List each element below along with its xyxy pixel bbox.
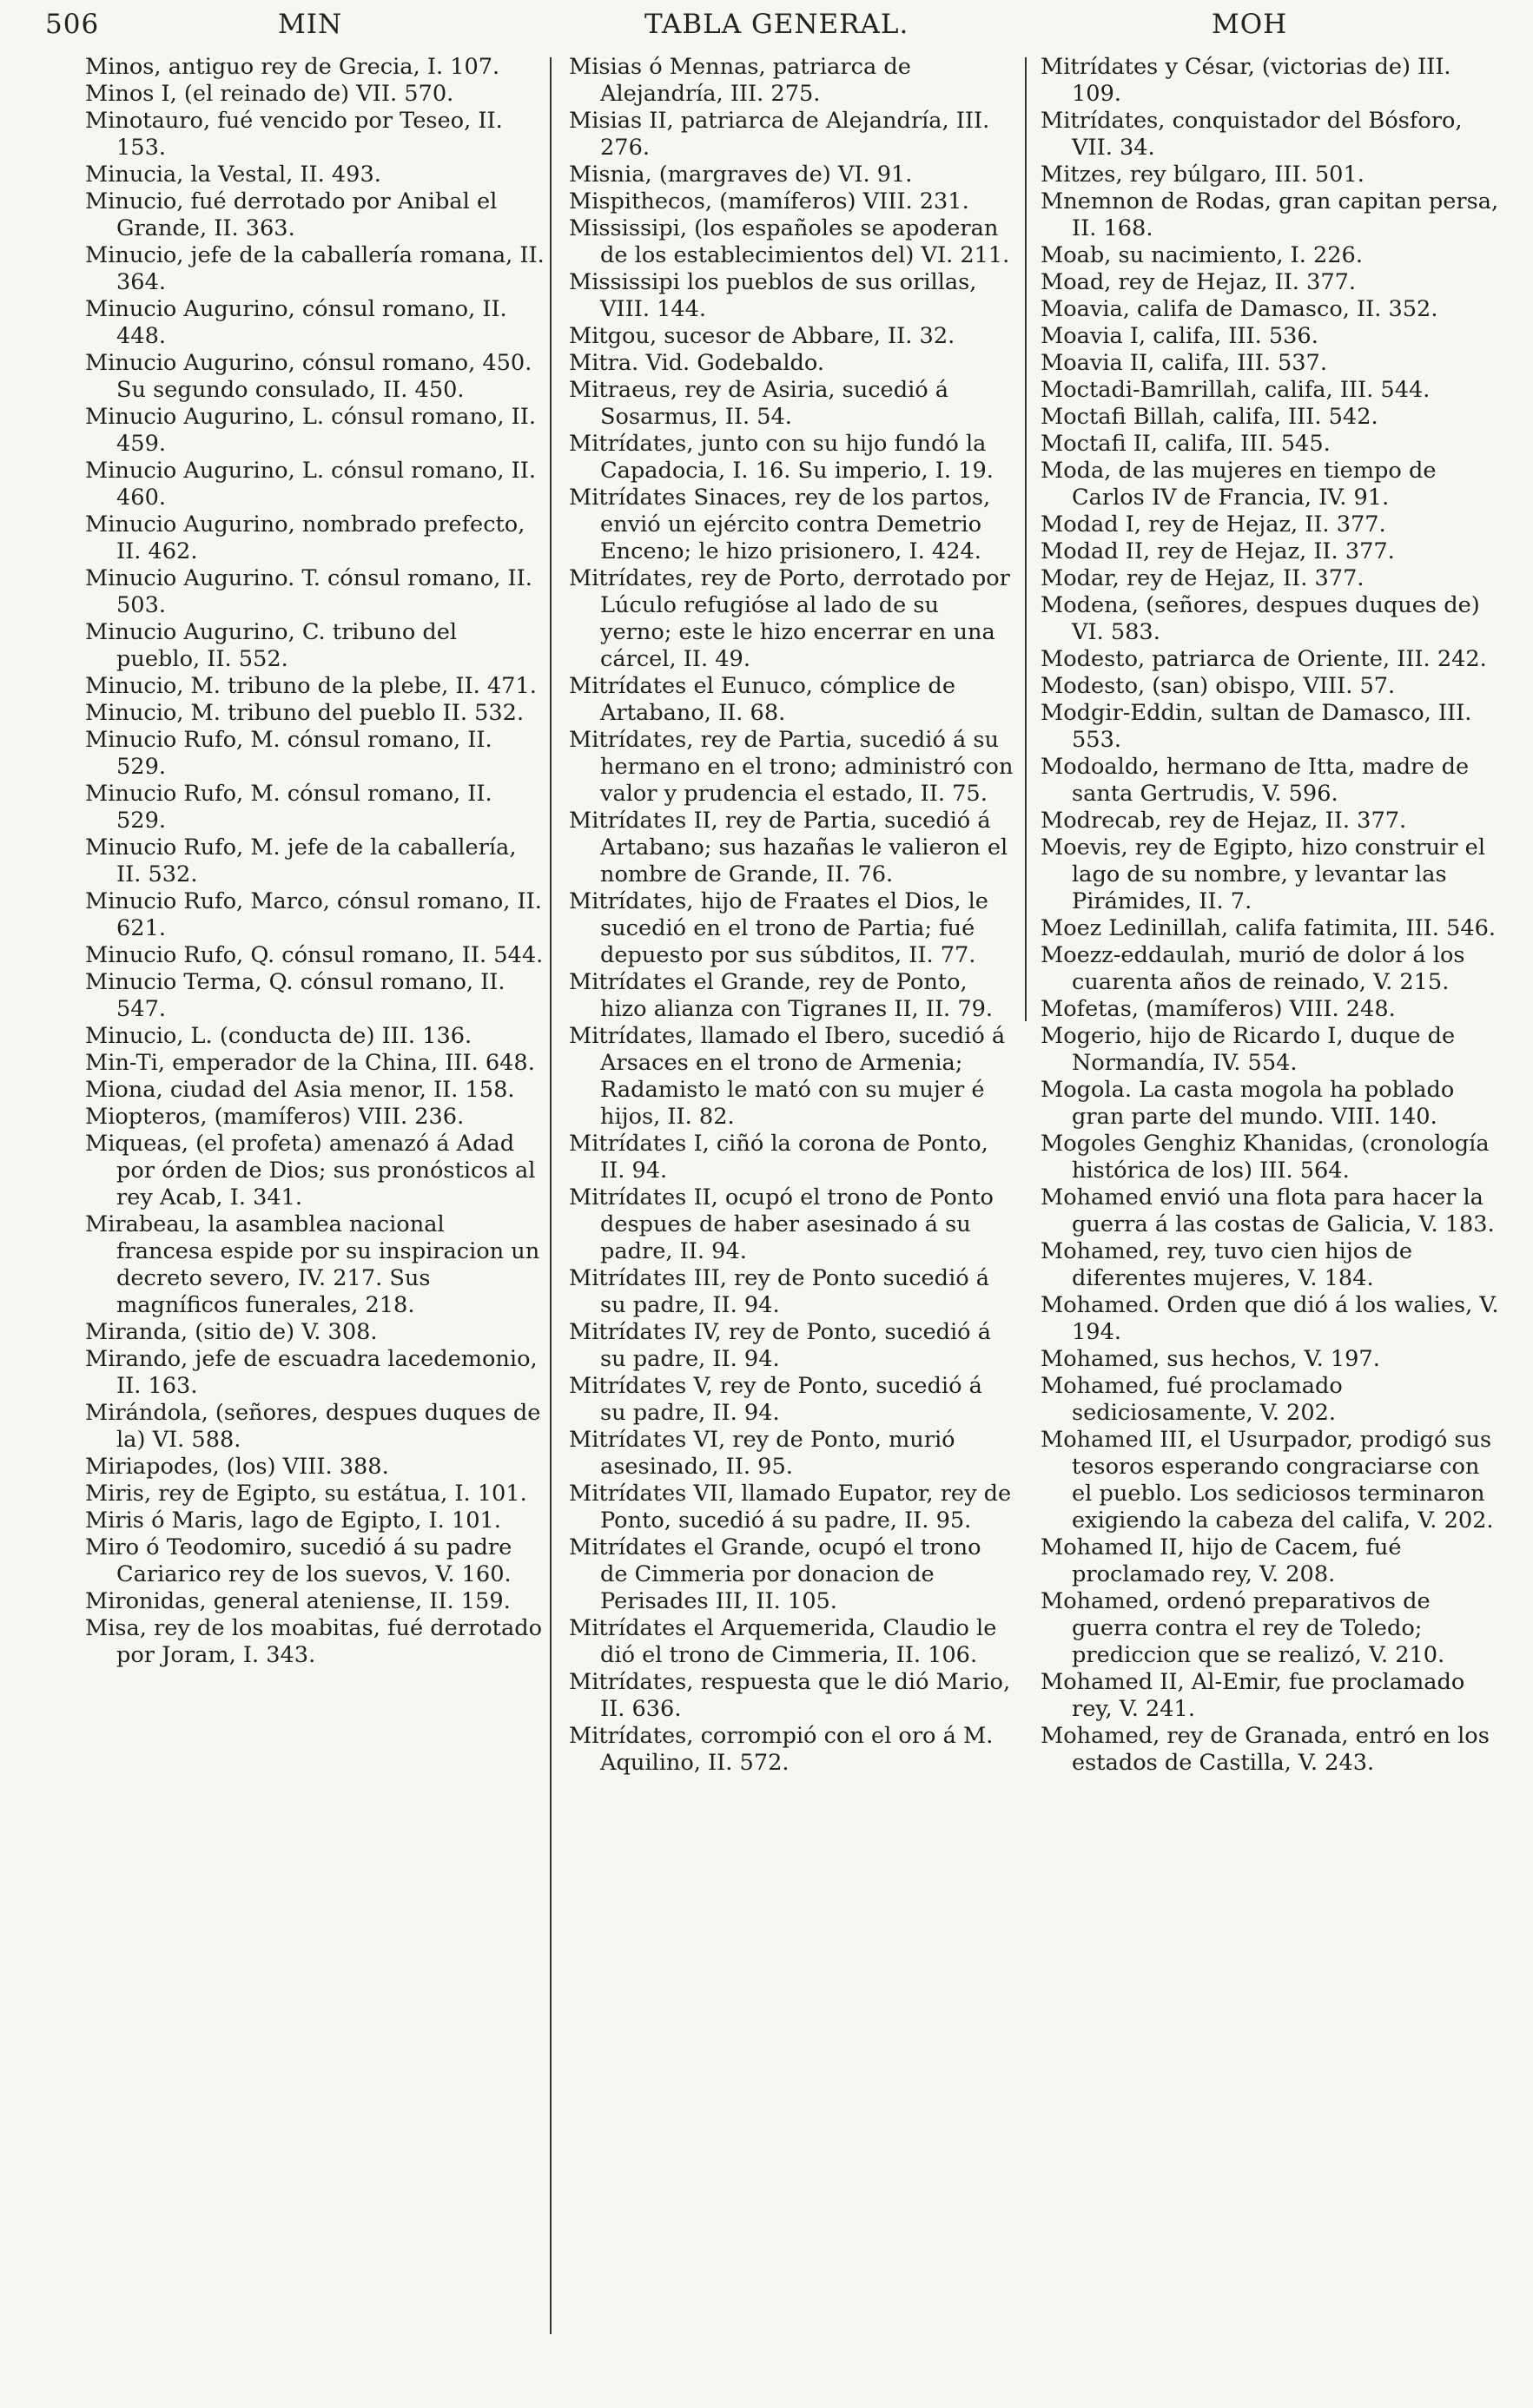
index-entry: Miopteros, (mamíferos) VIII. 236. [85, 1104, 465, 1130]
index-entry: Minucio, L. (conducta de) III. 136. [85, 1023, 472, 1049]
page-number: 506 [45, 9, 100, 40]
index-entry: Mississipi, (los españoles se apoderan de los establecimientos del) VI. 211. [569, 215, 1010, 268]
index-entry: Mohamed III, el Usurpador, prodigó sus tesoros esperando congraciarse con el pueblo. Los sediciosos terminaron exigiendo la cabeza del califa, V. 202. [1041, 1427, 1494, 1534]
index-entry: Mitrídates, conquistador del Bósforo, VII. 34. [1041, 108, 1463, 161]
index-entry: Minucio, jefe de la caballería romana, II. 364. [85, 242, 545, 295]
column-divider-left [550, 57, 552, 2334]
index-entry: Mitrídates VII, llamado Eupator, rey de Ponto, sucedió á su padre, II. 95. [569, 1481, 1012, 1534]
index-entry: Minucio Augurino, C. tribuno del pueblo, II. 552. [85, 619, 458, 672]
index-entry: Mohamed, fué proclamado sediciosamente, V. 202. [1041, 1373, 1343, 1426]
index-entry: Minucio Terma, Q. cónsul romano, II. 547. [85, 969, 505, 1022]
index-entry: Mohamed II, Al-Emir, fue proclamado rey, V. 241. [1041, 1669, 1465, 1722]
index-entry: Modar, rey de Hejaz, II. 377. [1041, 565, 1365, 591]
index-entry: Mitrídates Sinaces, rey de los partos, envió un ejército contra Demetrio Enceno; le hizo prisionero, I. 424. [569, 485, 991, 564]
index-entry: Minotauro, fué vencido por Teseo, II. 153. [85, 108, 503, 161]
index-entry: Mitrídates el Grande, rey de Ponto, hizo alianza con Tigranes II, II. 79. [569, 969, 994, 1022]
column-divider-right [1025, 57, 1027, 1021]
index-entry: Miro ó Teodomiro, sucedió á su padre Cariarico rey de los suevos, V. 160. [85, 1534, 512, 1587]
index-entry: Moctafi II, califa, III. 545. [1041, 431, 1331, 457]
index-column-3 [1041, 54, 1501, 1777]
index-entry: Mohamed, rey, tuvo cien hijos de diferentes mujeres, V. 184. [1041, 1238, 1413, 1291]
index-entry: Mitra. Vid. Godebaldo. [569, 350, 825, 376]
index-entry: Mitrídates III, rey de Ponto sucedió á su padre, II. 94. [569, 1265, 990, 1318]
index-entry: Mirándola, (señores, despues duques de la) VI. 588. [85, 1400, 541, 1453]
index-entry: Mitraeus, rey de Asiria, sucedió á Sosarmus, II. 54. [569, 377, 949, 430]
index-entry: Mitrídates, corrompió con el oro á M. Aquilino, II. 572. [569, 1723, 994, 1776]
index-entry: Modad I, rey de Hejaz, II. 377. [1041, 511, 1386, 538]
index-entry: Moez Ledinillah, califa fatimita, III. 546. [1041, 915, 1497, 941]
index-entry: Mitrídates II, ocupó el trono de Ponto despues de haber asesinado á su padre, II. 94. [569, 1184, 994, 1264]
index-entry: Mnemnon de Rodas, gran capitan persa, II. 168. [1041, 188, 1499, 241]
index-entry: Mitrídates, rey de Partia, sucedió á su hermano en el trono; administró con valor y prudencia el estado, II. 75. [569, 727, 1014, 807]
index-entry: Minucio Augurino, cónsul romano, 450. Su segundo consulado, II. 450. [85, 350, 532, 403]
index-entry: Mitrídates VI, rey de Ponto, murió asesinado, II. 95. [569, 1427, 955, 1480]
index-entry: Mitrídates, junto con su hijo fundó la Capadocia, I. 16. Su imperio, I. 19. [569, 431, 994, 484]
index-entry: Mitrídates, hijo de Fraates el Dios, le sucedió en el trono de Partia; fué depuesto por sus súbditos, II. 77. [569, 888, 988, 968]
index-entry: Misnia, (margraves de) VI. 91. [569, 162, 913, 188]
index-entry: Mitrídates el Arquemerida, Claudio le dió el trono de Cimmeria, II. 106. [569, 1615, 997, 1668]
index-entry: Minucio Augurino, cónsul romano, II. 448. [85, 296, 507, 349]
index-entry: Mitrídates, llamado el Ibero, sucedió á Arsaces en el trono de Armenia; Radamisto le mató con su mujer é hijos, II. 82. [569, 1023, 1006, 1130]
index-entry: Moavia, califa de Damasco, II. 352. [1041, 296, 1438, 322]
index-entry: Modesto, patriarca de Oriente, III. 242. [1041, 646, 1487, 672]
index-entry: Mogoles Genghiz Khanidas, (cronología histórica de los) III. 564. [1041, 1131, 1490, 1184]
index-entry: Mirando, jefe de escuadra lacedemonio, II. 163. [85, 1346, 538, 1399]
index-entry: Mohamed, sus hechos, V. 197. [1041, 1346, 1380, 1372]
index-entry: Mispithecos, (mamíferos) VIII. 231. [569, 188, 969, 214]
index-entry: Mofetas, (mamíferos) VIII. 248. [1041, 996, 1396, 1022]
index-entry: Misias ó Mennas, patriarca de Alejandría, III. 275. [569, 54, 911, 107]
index-entry: Minucio Rufo, Q. cónsul romano, II. 544. [85, 942, 544, 968]
index-entry: Miris ó Maris, lago de Egipto, I. 101. [85, 1507, 501, 1534]
index-entry: Minucio Rufo, M. cónsul romano, II. 529. [85, 727, 492, 780]
index-entry: Mitrídates el Eunuco, cómplice de Artabano, II. 68. [569, 673, 955, 726]
index-entry: Miris, rey de Egipto, su estátua, I. 101. [85, 1481, 527, 1507]
index-entry: Misias II, patriarca de Alejandría, III. 276. [569, 108, 990, 161]
running-title: TABLA GENERAL. [644, 9, 909, 40]
index-entry: Minos, antiguo rey de Grecia, I. 107. [85, 54, 500, 80]
index-entry: Mitgou, sucesor de Abbare, II. 32. [569, 323, 955, 349]
index-entry: Mohamed, rey de Granada, entró en los estados de Castilla, V. 243. [1041, 1723, 1490, 1776]
index-entry: Mitrídates el Grande, ocupó el trono de Cimmeria por donacion de Perisades III, II. 105. [569, 1534, 981, 1614]
index-entry: Mitrídates II, rey de Partia, sucedió á Artabano; sus hazañas le valieron el nombre de Grande, II. 76. [569, 808, 1008, 887]
index-entry: Miranda, (sitio de) V. 308. [85, 1319, 378, 1345]
index-entry: Miriapodes, (los) VIII. 388. [85, 1454, 389, 1480]
index-entry: Mitrídates I, ciñó la corona de Ponto, II. 94. [569, 1131, 988, 1184]
index-entry: Minucio, M. tribuno del pueblo II. 532. [85, 700, 525, 726]
index-entry: Mitzes, rey búlgaro, III. 501. [1041, 162, 1365, 188]
index-entry: Mitrídates IV, rey de Ponto, sucedió á su padre, II. 94. [569, 1319, 991, 1372]
index-entry: Moab, su nacimiento, I. 226. [1041, 242, 1363, 268]
index-entry: Misa, rey de los moabitas, fué derrotado por Joram, I. 343. [85, 1615, 542, 1668]
index-entry: Mohamed II, hijo de Cacem, fué proclamado rey, V. 208. [1041, 1534, 1402, 1587]
index-column-2 [569, 54, 1014, 1777]
index-entry: Mohamed, ordenó preparativos de guerra contra el rey de Toledo; prediccion que se realizó, V. 210. [1041, 1588, 1445, 1668]
index-entry: Miqueas, (el profeta) amenazó á Adad por órden de Dios; sus pronósticos al rey Acab, I. 341. [85, 1131, 536, 1211]
index-entry: Moavia I, califa, III. 536. [1041, 323, 1318, 349]
index-entry: Minucia, la Vestal, II. 493. [85, 162, 381, 188]
index-entry: Modena, (señores, despues duques de) VI. 583. [1041, 592, 1480, 645]
index-entry: Mitrídates, respuesta que le dió Mario, II. 636. [569, 1669, 1011, 1722]
index-entry: Mohamed. Orden que dió á los walies, V. 194. [1041, 1292, 1499, 1345]
index-entry: Minucio Rufo, Marco, cónsul romano, II. 621. [85, 888, 542, 941]
index-entry: Min-Ti, emperador de la China, III. 648. [85, 1050, 535, 1076]
index-entry: Moavia II, califa, III. 537. [1041, 350, 1327, 376]
index-entry: Moad, rey de Hejaz, II. 377. [1041, 269, 1357, 295]
index-entry: Moctafi Billah, califa, III. 542. [1041, 404, 1378, 430]
index-entry: Miona, ciudad del Asia menor, II. 158. [85, 1077, 515, 1103]
index-entry: Moevis, rey de Egipto, hizo construir el lago de su nombre, y levantar las Pirámides, II. 7. [1041, 835, 1485, 914]
index-entry: Moctadi-Bamrillah, califa, III. 544. [1041, 377, 1431, 403]
index-entry: Minucio Augurino, L. cónsul romano, II. 459. [85, 404, 536, 457]
index-entry: Mississipi los pueblos de sus orillas, VIII. 144. [569, 269, 977, 322]
index-entry: Minucio Augurino, L. cónsul romano, II. 460. [85, 458, 536, 511]
index-entry: Mogola. La casta mogola ha poblado gran parte del mundo. VIII. 140. [1041, 1077, 1455, 1130]
index-entry: Moezz-eddaulah, murió de dolor á los cuarenta años de reinado, V. 215. [1041, 942, 1465, 995]
index-entry: Mirabeau, la asamblea nacional francesa espide por su inspiracion un decreto severo, IV. 217. Sus magníficos funerales, 218. [85, 1211, 540, 1318]
index-entry: Mitrídates V, rey de Ponto, sucedió á su padre, II. 94. [569, 1373, 982, 1426]
right-guide-word: MOH [1212, 9, 1288, 40]
index-entry: Mitrídates y César, (victorias de) III. 109. [1041, 54, 1451, 107]
index-entry: Minucio, fué derrotado por Anibal el Grande, II. 363. [85, 188, 498, 241]
index-entry: Moda, de las mujeres en tiempo de Carlos IV de Francia, IV. 91. [1041, 458, 1437, 511]
index-entry: Mohamed envió una flota para hacer la guerra á las costas de Galicia, V. 183. [1041, 1184, 1495, 1237]
index-entry: Minos I, (el reinado de) VII. 570. [85, 81, 454, 107]
index-entry: Minucio Rufo, M. jefe de la caballería, II. 532. [85, 835, 517, 887]
index-column-1 [85, 54, 547, 1669]
index-entry: Minucio, M. tribuno de la plebe, II. 471. [85, 673, 537, 699]
index-entry: Modoaldo, hermano de Itta, madre de santa Gertrudis, V. 596. [1041, 754, 1470, 807]
index-entry: Modad II, rey de Hejaz, II. 377. [1041, 538, 1395, 564]
index-entry: Mironidas, general ateniense, II. 159. [85, 1588, 511, 1614]
left-guide-word: MIN [278, 9, 343, 40]
index-entry: Minucio Augurino, nombrado prefecto, II. 462. [85, 511, 525, 564]
index-entry: Mitrídates, rey de Porto, derrotado por Lúculo refugióse al lado de su yerno; este le hizo encerrar en una cárcel, II. 49. [569, 565, 1010, 672]
index-entry: Minucio Augurino. T. cónsul romano, II. 503. [85, 565, 532, 618]
index-entry: Modgir-Eddin, sultan de Damasco, III. 553. [1041, 700, 1472, 753]
index-entry: Mogerio, hijo de Ricardo I, duque de Normandía, IV. 554. [1041, 1023, 1456, 1076]
index-entry: Modrecab, rey de Hejaz, II. 377. [1041, 808, 1407, 834]
index-entry: Modesto, (san) obispo, VIII. 57. [1041, 673, 1396, 699]
index-entry: Minucio Rufo, M. cónsul romano, II. 529. [85, 781, 492, 834]
